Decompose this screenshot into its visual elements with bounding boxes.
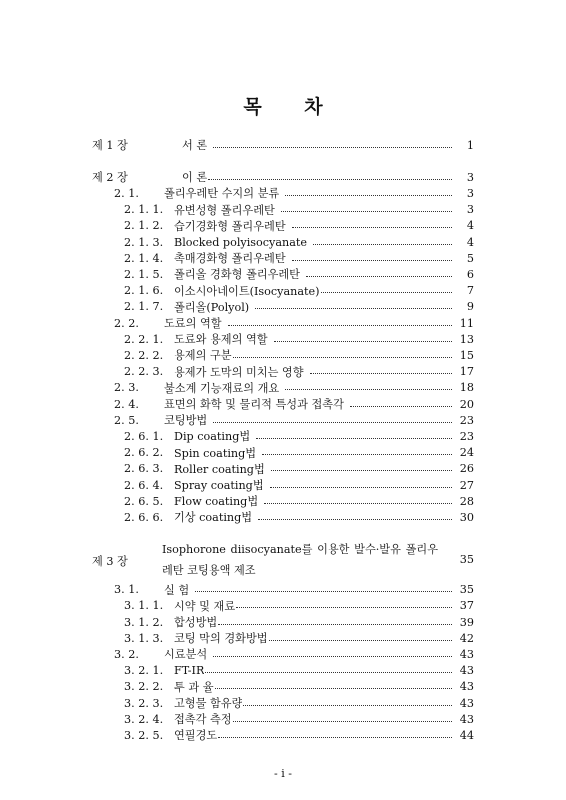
page-number: 39 [459, 615, 474, 629]
page-number: 17 [459, 365, 474, 379]
dot-leader [306, 276, 452, 277]
entry-title: 연필경도 [174, 729, 218, 743]
page-number: 28 [459, 494, 474, 508]
dot-leader [262, 454, 452, 455]
entry-number: 2. 6. 5. [124, 494, 164, 508]
entry-title: 고형물 함유량 [174, 697, 243, 710]
entry-title: 유변성형 폴리우레탄 [174, 203, 275, 217]
dot-leader [313, 244, 452, 245]
dot-leader [205, 672, 451, 673]
page-number: 3 [466, 186, 474, 200]
page-number: 35 [459, 583, 474, 597]
chapter-title: 이 론 [182, 171, 208, 185]
page-number: 43 [459, 680, 474, 694]
entry-title: Blocked polyisocyanate [174, 235, 308, 249]
dot-leader [292, 227, 452, 228]
page-number: 3 [466, 170, 474, 184]
page-number: 43 [459, 696, 474, 710]
page-number: 11 [459, 316, 474, 330]
toc-entry[interactable] [124, 508, 474, 526]
page-number: 23 [459, 413, 474, 427]
entry-number: 2. 3. [114, 381, 139, 395]
page-number: 20 [459, 397, 474, 411]
dot-leader [213, 422, 452, 423]
entry-number: 2. 1. 6. [124, 284, 164, 298]
entry-title: 투 과 율 [174, 680, 214, 694]
entry-number: 3. 2. [114, 647, 139, 661]
page-number: 27 [459, 478, 474, 492]
entry-title: 표면의 화학 및 물리적 특성과 접촉각 [164, 398, 344, 411]
dot-leader [321, 292, 452, 293]
entry-number: 2. 1. 3. [124, 235, 164, 249]
page-number: 42 [459, 631, 474, 645]
dot-leader [213, 656, 452, 657]
entry-number: 2. 4. [114, 397, 139, 411]
page-number: 6 [466, 267, 474, 281]
entry-number: 3. 2. 2. [124, 680, 164, 694]
page-number: 44 [459, 728, 474, 742]
dot-leader [285, 389, 452, 390]
chapter-title: 서 론 [182, 139, 208, 152]
entry-title: 접촉각 측정 [174, 713, 232, 727]
page-number: 15 [459, 348, 474, 362]
entry-number: 2. 2. 3. [124, 365, 164, 379]
entry-number: 2. 6. 2. [124, 446, 164, 460]
entry-title: 폴리올(Polyol) [174, 300, 250, 314]
entry-number: 2. 6. 4. [124, 478, 164, 492]
page-number: 5 [466, 251, 474, 265]
page-number: 43 [459, 712, 474, 726]
page-number: 43 [459, 664, 474, 678]
entry-title: 실 험 [164, 583, 190, 597]
entry-title: 불소계 기능재료의 개요 [164, 381, 280, 395]
dot-leader [292, 260, 452, 261]
entry-number: 2. 2. [114, 316, 139, 330]
entry-number: 3. 1. [114, 583, 139, 597]
entry-title: 도료의 역할 [164, 317, 222, 330]
toc-entry[interactable] [124, 726, 474, 744]
page-number: 7 [466, 284, 474, 298]
entry-number: 2. 1. 7. [124, 300, 164, 314]
dot-leader [213, 147, 452, 148]
entry-title: 코팅 막의 경화방법 [174, 632, 268, 646]
entry-title: FT-IR [174, 664, 205, 678]
entry-title: 시약 및 재료 [174, 599, 236, 613]
entry-title: 합성방법 [174, 616, 218, 629]
entry-title: 코팅방법 [164, 414, 208, 428]
page-number: 18 [459, 381, 474, 395]
dot-leader [255, 308, 452, 309]
dot-leader [264, 503, 452, 504]
entry-number: 3. 2. 1. [124, 664, 164, 678]
dot-leader [208, 179, 452, 180]
dot-leader [233, 357, 452, 358]
dot-leader [258, 519, 452, 520]
entry-number: 2. 2. 1. [124, 332, 164, 346]
entry-title: 이소시아네이트(Isocyanate) [174, 284, 320, 298]
page-number: 23 [459, 429, 474, 443]
entry-title: Roller coating법 [174, 462, 265, 476]
dot-leader [350, 406, 452, 407]
entry-title: 용제가 도막의 미치는 영향 [174, 365, 304, 379]
dot-leader [310, 373, 452, 374]
dot-leader [281, 211, 452, 212]
entry-number: 2. 2. 2. [124, 348, 164, 362]
page-number: 13 [459, 332, 474, 346]
entry-number: 3. 2. 4. [124, 712, 164, 726]
chapter-number: 제 3 장 [92, 554, 128, 568]
entry-title: 용제의 구분 [174, 349, 232, 363]
dot-leader [270, 487, 452, 488]
entry-title: 폴리우레탄 수지의 분류 [164, 187, 280, 201]
page-number: 43 [459, 647, 474, 661]
page-number: 9 [466, 300, 474, 314]
entry-number: 2. 6. 1. [124, 429, 164, 443]
entry-number: 2. 1. 2. [124, 219, 164, 233]
entry-number: 2. 1. [114, 186, 139, 200]
dot-leader [228, 325, 452, 326]
page-number: 26 [459, 462, 474, 476]
dot-leader [218, 737, 452, 738]
entry-number: 2. 1. 1. [124, 203, 164, 217]
page-number: 1 [466, 138, 474, 152]
page-number: 37 [459, 599, 474, 613]
chapter-number: 제 1 장 [92, 139, 128, 152]
page-number: 4 [466, 235, 474, 249]
dot-leader [215, 688, 452, 689]
dot-leader [218, 624, 452, 625]
entry-title: 촉매경화형 폴리우레탄 [174, 252, 286, 266]
dot-leader [269, 640, 452, 641]
entry-number: 3. 1. 3. [124, 631, 164, 645]
entry-title: 기상 coating법 [174, 511, 253, 525]
entry-number: 2. 1. 5. [124, 267, 164, 281]
toc-chapter-3[interactable] [92, 539, 474, 581]
page-number: 3 [466, 203, 474, 217]
entry-number: 3. 1. 1. [124, 599, 164, 613]
entry-number: 3. 2. 3. [124, 696, 164, 710]
dot-leader [285, 195, 452, 196]
page-number: 24 [459, 446, 474, 460]
entry-number: 2. 6. 6. [124, 510, 164, 524]
entry-title: Spray coating법 [174, 479, 264, 492]
entry-number: 2. 1. 4. [124, 251, 164, 265]
chapter-title: Isophorone diisocyanate를 이용한 발수·발유 폴리우레탄 코팅용액 제조 [162, 542, 438, 577]
entry-title: Dip coating법 [174, 430, 251, 444]
entry-title: 도료와 용제의 역할 [174, 333, 268, 347]
dot-leader [256, 438, 452, 439]
entry-title: Spin coating법 [174, 446, 257, 460]
chapter-number: 제 2 장 [92, 171, 128, 185]
entry-title: 폴리올 경화형 폴리우레탄 [174, 268, 300, 282]
entry-number: 3. 2. 5. [124, 728, 164, 742]
page-number: 4 [466, 219, 474, 233]
dot-leader [271, 470, 452, 471]
entry-number: 2. 5. [114, 413, 139, 427]
dot-leader [233, 721, 452, 722]
dot-leader [195, 591, 452, 592]
toc-chapter-1[interactable] [92, 136, 474, 154]
entry-title: Flow coating법 [174, 495, 259, 509]
entry-title: 습기경화형 폴리우레탄 [174, 219, 286, 233]
entry-title: 시료분석 [164, 648, 208, 662]
dot-leader [243, 705, 451, 706]
page-footer: - i - [274, 766, 292, 780]
entry-number: 2. 6. 3. [124, 462, 164, 476]
page-number: 35 [459, 552, 474, 566]
page-title: 목 차 [243, 96, 341, 118]
page-number: 30 [459, 510, 474, 524]
dot-leader [236, 607, 452, 608]
dot-leader [274, 341, 452, 342]
entry-number: 3. 1. 2. [124, 615, 164, 629]
